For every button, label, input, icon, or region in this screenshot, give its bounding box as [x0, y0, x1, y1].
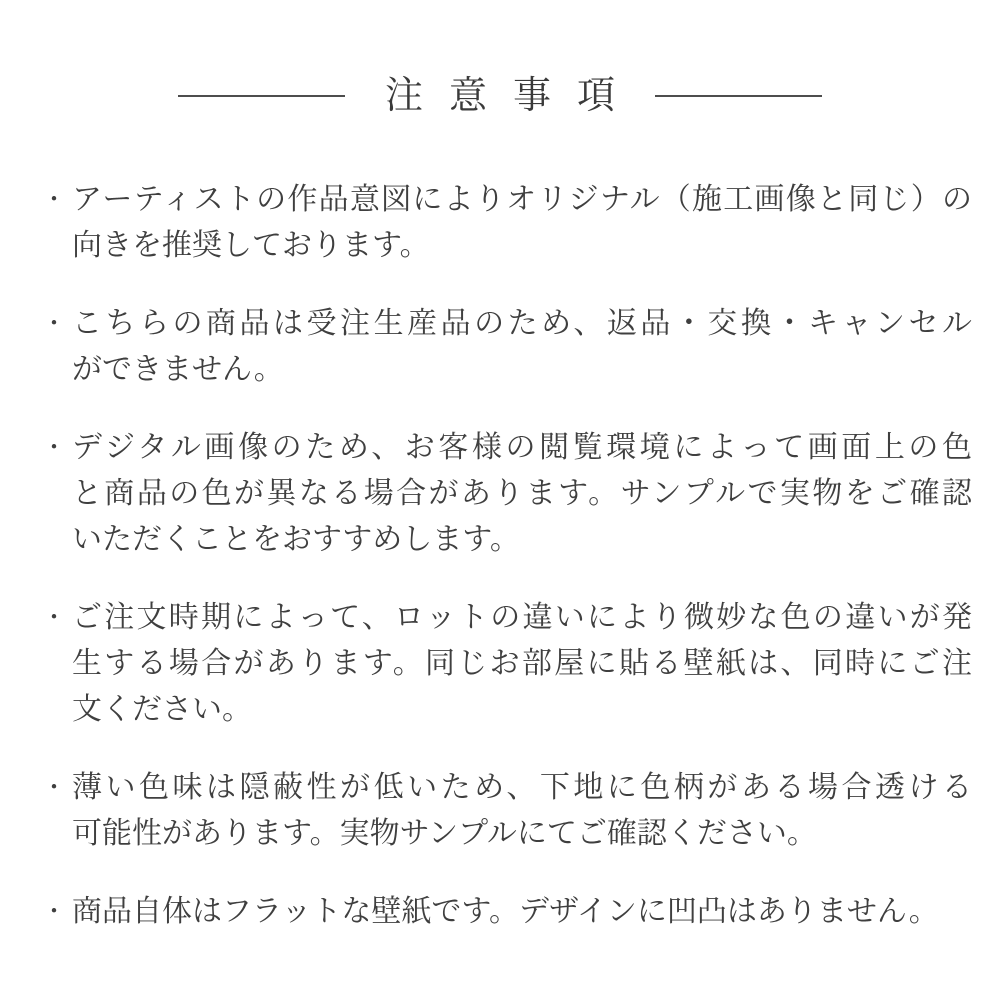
notice-line: 商品自体はフラットな壁紙です。デザインに凹凸はありません。	[72, 895, 939, 928]
notice-line: 生する場合があります。同じお部屋に貼る壁紙は、同時にご注	[72, 647, 972, 680]
notice-line: デジタル画像のため、お客様の閲覧環境によって画面上の色	[72, 431, 972, 464]
bullet-icon: ・	[42, 898, 66, 925]
title-rule-left	[178, 95, 345, 97]
notice-line: ができません。	[72, 353, 284, 386]
notice-line: と商品の色が異なる場合があります。サンプルで実物をご確認	[72, 477, 972, 510]
notice-list	[42, 177, 1000, 935]
notice-text	[72, 425, 972, 563]
notice-line: いただくことをおすすめします。	[72, 523, 520, 556]
notice-line: 可能性があります。実物サンプルにてご確認ください。	[72, 817, 817, 850]
notice-item	[42, 177, 1000, 269]
notice-text	[72, 765, 972, 857]
notice-text	[72, 889, 972, 935]
notice-line: アーティストの作品意図によりオリジナル（施工画像と同じ）の	[72, 183, 972, 216]
bullet-icon: ・	[42, 604, 66, 631]
page-title: 注意事項	[384, 75, 641, 117]
notice-item	[42, 301, 1000, 393]
notice-line: ご注文時期によって、ロットの違いにより微妙な色の違いが発	[72, 601, 972, 634]
notice-text	[72, 177, 972, 269]
page-header	[0, 0, 1000, 120]
notice-text	[72, 595, 972, 733]
notice-line: 薄い色味は隠蔽性が低いため、下地に色柄がある場合透ける	[72, 771, 972, 804]
notice-item	[42, 595, 1000, 733]
notice-line: 向きを推奨しております。	[72, 229, 430, 262]
title-rule-right	[655, 95, 822, 97]
bullet-icon: ・	[42, 434, 66, 461]
notice-item	[42, 765, 1000, 857]
notice-text	[72, 301, 972, 393]
notice-line: こちらの商品は受注生産品のため、返品・交換・キャンセル	[72, 307, 972, 340]
notice-item	[42, 889, 1000, 935]
bullet-icon: ・	[42, 186, 66, 213]
bullet-icon: ・	[42, 774, 66, 801]
notice-line: 文ください。	[72, 693, 252, 726]
bullet-icon: ・	[42, 310, 66, 337]
notice-item	[42, 425, 1000, 563]
